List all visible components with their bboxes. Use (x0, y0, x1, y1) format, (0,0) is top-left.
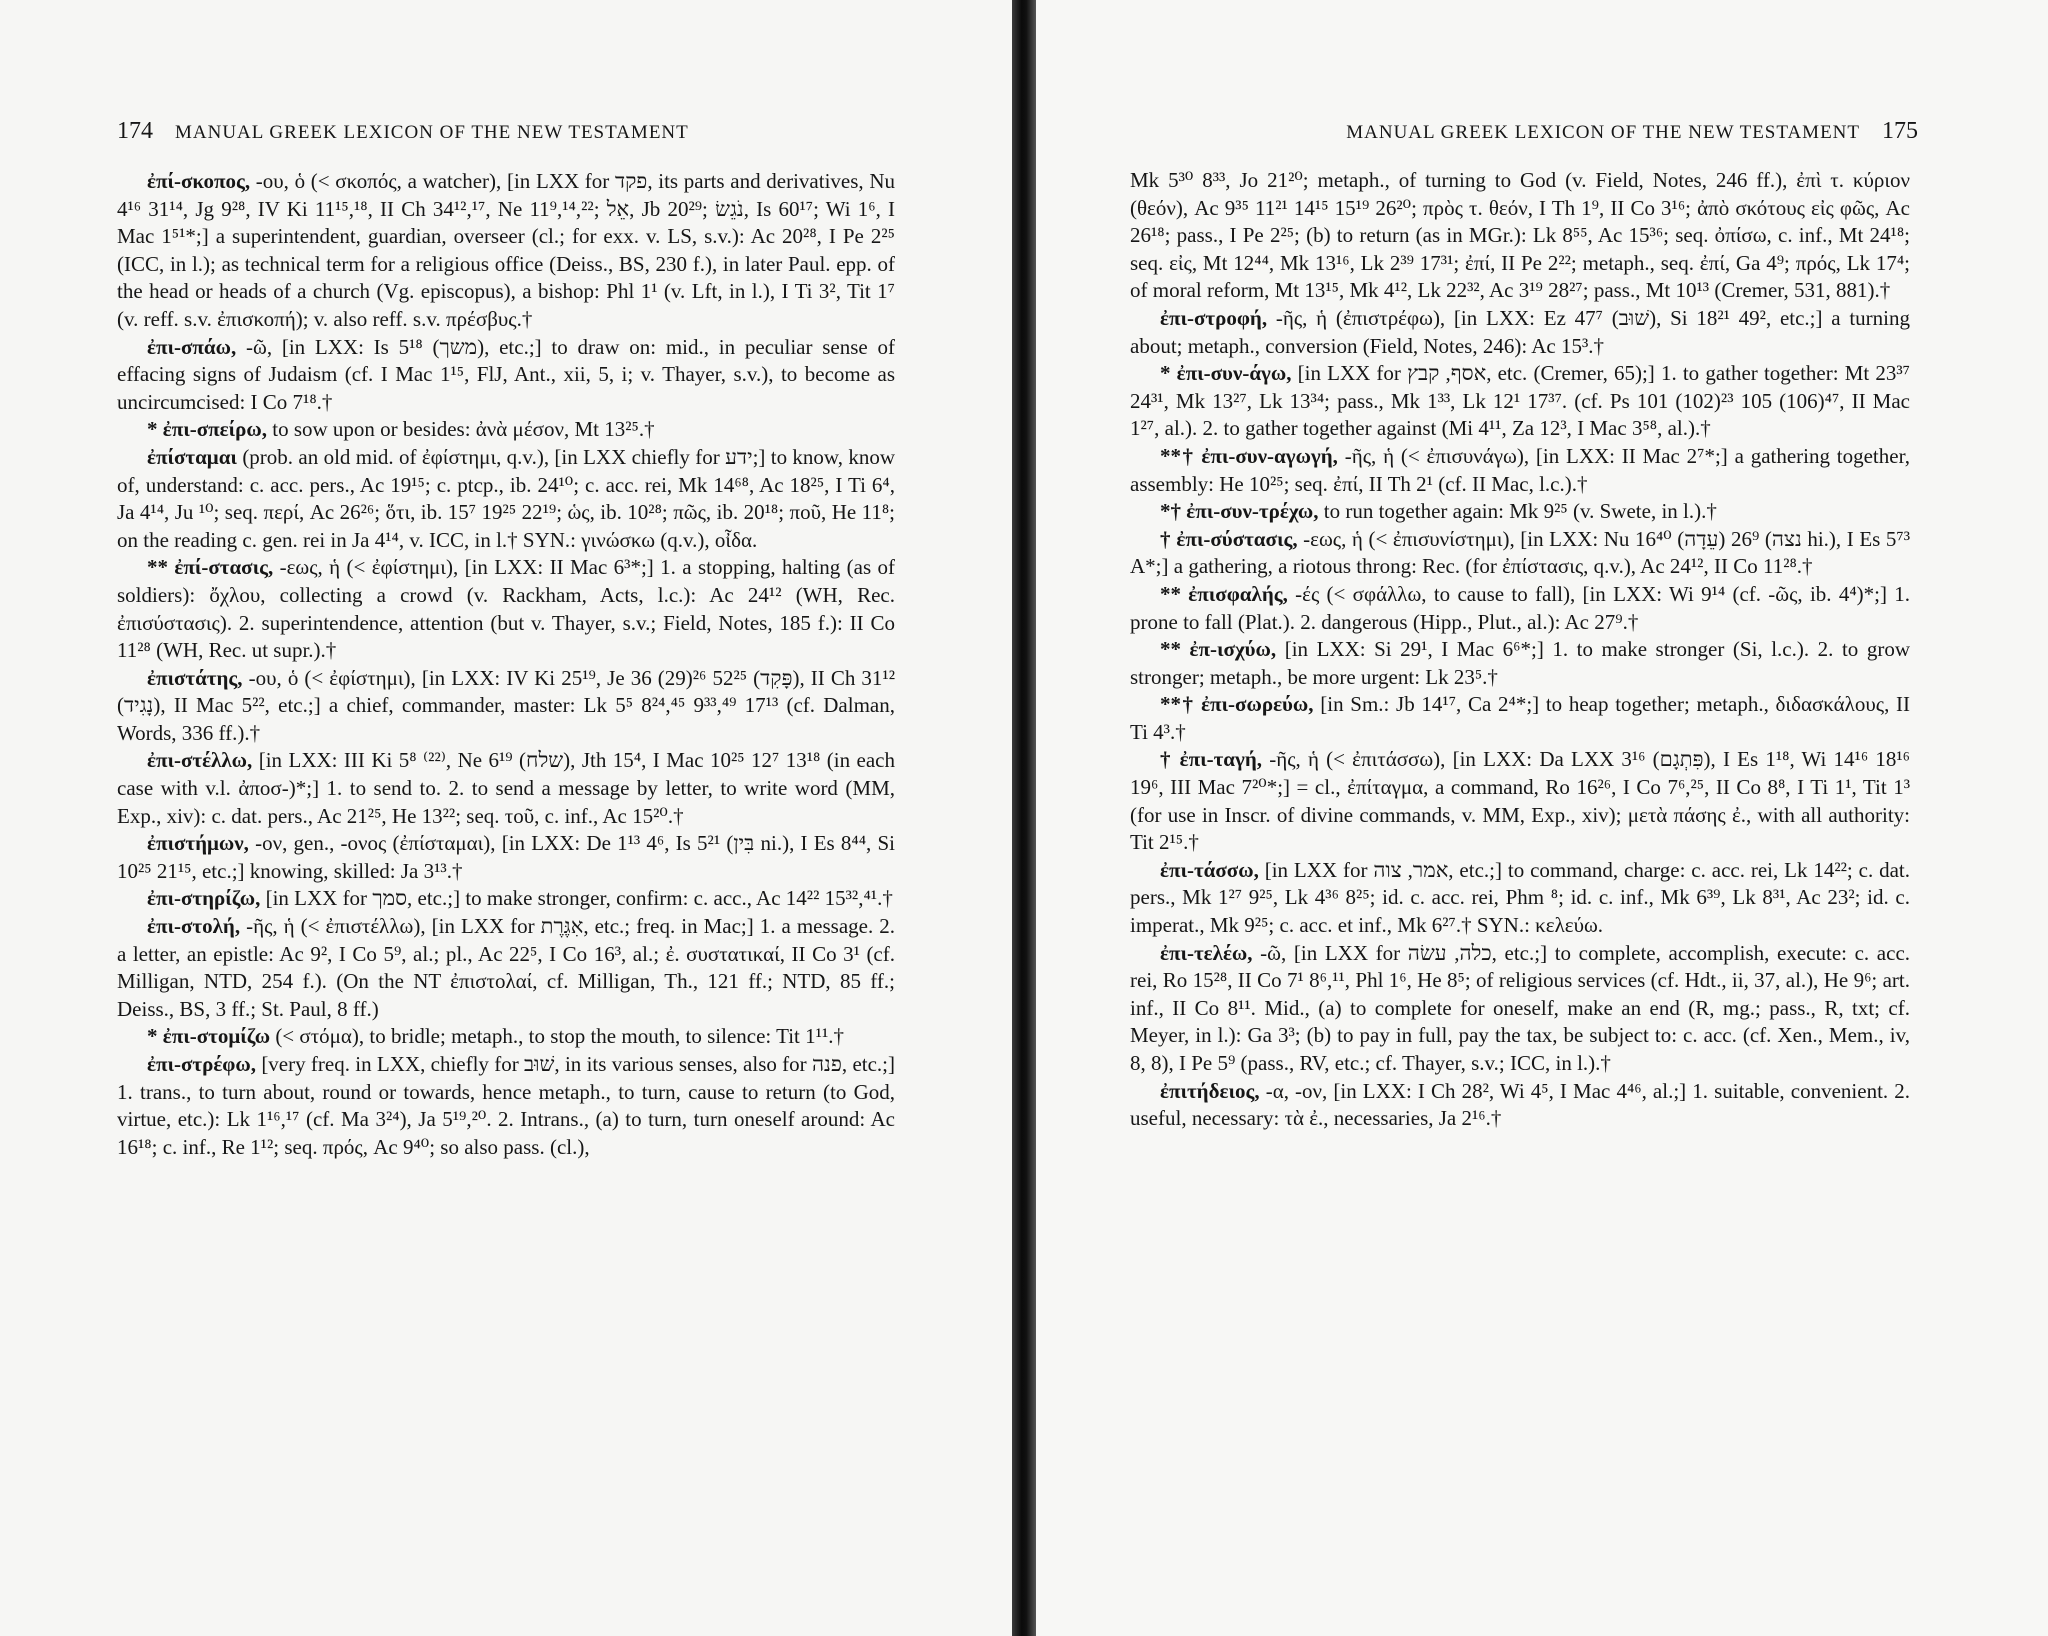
entry-headword: **† ἐπι-συν-αγωγή, (1160, 443, 1338, 468)
entry-headword: ** ἐπί-στασις, (147, 555, 274, 580)
entry-text: (prob. an old mid. of ἐφίστημι, q.v.), [in LXX chiefly for ידע;] to know, know of, understand: c. acc. pers., Ac 19¹⁵; c. ptcp., ib. 24¹⁰; c. acc. rei, Mk 14⁶⁸, Ac 18²⁵, I Ti 6⁴, Ja 4¹⁴, Ju ¹⁰; seq. περί, Ac 26²⁶; ὅτι, ib. 15⁷ 19²⁵ 22¹⁹; ὡς, ib. 10²⁸; πῶς, ib. 20¹⁸; ποῦ, He 11⁸; on the reading c. gen. rei in Ja 4¹⁴, v. ICC, in l.† SYN.: γινώσκω (q.v.), οἶδα. (117, 444, 895, 552)
entry-text: -ῆς, ἡ (< ἐπιστέλλω), [in LXX for אִגֶּרֶת, etc.; freq. in Mac;] 1. a message. 2. a letter, an epistle: Ac 9², I Co 5⁹, al.; pl., Ac 22⁵, I Co 16³, al.; ἐ. συστατικαί, II Co 3¹ (cf. Milligan, NTD, 254 f.). (On the NT ἐπιστολαί, cf. Milligan, Th., 121 ff.; NTD, 85 ff.; Deiss., BS, 3 ff.; St. Paul, 8 ff.) (117, 914, 896, 1021)
lexicon-entry (117, 913, 895, 1023)
entry-text: [in LXX: III Ki 5⁸ ⁽²²⁾, Ne 6¹⁹ (שלח), Jth 15⁴, I Mac 10²⁵ 12⁷ 13¹⁸ (in each case with v.l. ἀποσ-)*;] 1. to send to. 2. to send a message by letter, to write word (MM, Exp., xiv): c. dat. pers., Ac 21²⁵, He 13²²; seq. τοῦ, c. inf., Ac 15²⁰.† (117, 748, 895, 828)
running-head (1346, 118, 1918, 145)
lexicon-entry (1130, 691, 1910, 746)
running-head-title: MANUAL GREEK LEXICON OF THE NEW TESTAMENT (1346, 122, 1860, 143)
lexicon-entry (117, 444, 895, 554)
entry-text: -ῶ, [in LXX for כלה, עשׂה, etc.;] to complete, accomplish, execute: c. acc. rei, Ro 15²⁸, II Co 7¹ 8⁶,¹¹, Phl 1⁶, He 8⁵; of religious services (cf. Hdt., ii, 37, al.), He 9⁶; art. inf., II Co 8¹¹. Mid., (a) to complete for oneself, make an end (R, mg.; pass., R, txt; cf. Meyer, in l.): Ga 3³; (b) to pay in full, pay the tax, be subject to: c. acc. (cf. Xen., Mem., iv, 8, 8), I Pe 5⁹ (pass., RV, etc.; cf. Thayer, s.v.; ICC, in l.).† (1130, 940, 1911, 1075)
entry-headword: ἐπιστήμων, (147, 831, 249, 856)
right-page (1036, 0, 2048, 1636)
lexicon-entry (117, 885, 895, 913)
lexicon-entry (1130, 305, 1910, 360)
entry-headword: * ἐπι-στομίζω (147, 1024, 271, 1049)
entry-text: [in LXX: Si 29¹, I Mac 6⁶*;] 1. to make stronger (Si, l.c.). 2. to grow stronger; metaph., be more urgent: Lk 23⁵.† (1130, 637, 1911, 689)
entry-headword: ἐπι-στολή, (147, 914, 241, 939)
entry-text: -ῆς, ἡ (< ἐπιτάσσω), [in LXX: Da LXX 3¹⁶ (פִּתְגָם), I Es 1¹⁸, Wi 14¹⁶ 18¹⁶ 19⁶, III Mac 7²⁰*;] = cl., ἐπίταγμα, a command, Ro 16²⁶, I Co 7⁶,²⁵, II Co 8⁸, I Ti 1¹, Tit 1³ (for use in Inscr. of divine commands, v. MM, Exp., xiv); μετὰ πάσης ἐ., with all authority: Tit 2¹⁵.† (1130, 747, 1910, 855)
lexicon-entry (1130, 443, 1910, 498)
entry-headword: ἐπι-στέλλω, (147, 748, 253, 773)
entry-headword: ἐπι-στρέφω, (147, 1052, 256, 1076)
lexicon-entry (117, 416, 895, 444)
lexicon-entry (1130, 526, 1910, 581)
entry-headword: ἐπί-σκοπος, (147, 169, 251, 193)
entry-headword: *† ἐπι-συν-τρέχω, (1160, 499, 1319, 524)
entry-headword: † ἐπι-σύστασις, (1160, 526, 1298, 551)
entry-headword: ** ἐπισφαλής, (1160, 581, 1288, 606)
entry-headword: ἐπιτήδειος, (1160, 1078, 1260, 1103)
entry-headword: ἐπιστάτης, (147, 665, 243, 690)
left-page (0, 0, 1012, 1636)
entry-text: -εως, ἡ (< ἐφίστημι), [in LXX: II Mac 6³*;] 1. a stopping, halting (as of soldiers): ὄχλου, collecting a crowd (v. Rackham, Acts, l.c.): Ac 24¹² (WH, Rec. ἐπισύστασις). 2. superintendence, attention (but v. Thayer, s.v.; Field, Notes, 185 f.): II Co 11²⁸ (WH, Rec. ut supr.).† (117, 555, 895, 663)
lexicon-entry (117, 554, 895, 664)
text-column (117, 168, 895, 1161)
entry-headword: **† ἐπι-σωρεύω, (1160, 692, 1314, 717)
entry-text: -ές (< σφάλλω, to cause to fall), [in LXX: Wi 9¹⁴ (cf. -ῶς, ib. 4⁴)*;] 1. prone to fall (Plat.). 2. dangerous (Hipp., Plut., al.): Ac 27⁹.† (1130, 581, 1910, 634)
entry-text: to sow upon or besides: ἀνὰ μέσον, Mt 13²⁵.† (272, 417, 655, 442)
entry-text: [in Sm.: Jb 14¹⁷, Ca 2⁴*;] to heap together; metaph., διδασκάλους, II Ti 4³.† (1130, 692, 1911, 744)
running-head-title: MANUAL GREEK LEXICON OF THE NEW TESTAMENT (175, 122, 689, 143)
lexicon-entry (1130, 940, 1910, 1078)
entry-text: [in LXX for אסף, קבץ, etc. (Cremer, 65);] 1. to gather together: Mt 23³⁷ 24³¹, Mk 13²⁷, Lk 13³⁴; pass., Mk 1³³, Lk 12¹ 17³⁷. (cf. Ps 101 (102)²³ 105 (106)⁴⁷, II Mac 1²⁷, al.). 2. to gather together against (Mi 4¹¹, Za 12³, I Mac 3⁵⁸, al.).† (1130, 361, 1911, 441)
lexicon-entry (1130, 746, 1910, 856)
lexicon-entry (117, 1051, 895, 1161)
entry-headword: ἐπι-τελέω, (1160, 940, 1253, 965)
lexicon-entry (1130, 857, 1910, 940)
entry-headword: ἐπι-τάσσω, (1160, 857, 1259, 882)
running-head (117, 118, 689, 145)
lexicon-entry (117, 168, 895, 334)
entry-headword: ἐπι-σπάω, (147, 334, 237, 359)
lexicon-entry (117, 747, 895, 830)
page-number: 175 (1882, 118, 1918, 144)
text-column (1130, 167, 1910, 1133)
entry-text: (< στόμα), to bridle; metaph., to stop the mouth, to silence: Tit 1¹¹.† (275, 1024, 844, 1049)
continuation-text: Mk 5³⁰ 8³³, Jo 21²⁰; metaph., of turning to God (v. Field, Notes, 246 ff.), ἐπὶ τ. κύριον (θεόν), Ac 9³⁵ 11²¹ 14¹⁵ 15¹⁹ 26²⁰; πρὸς τ. θεόν, I Th 1⁹, II Co 3¹⁶; ἀπὸ σκότους εἰς φῶς, Ac 26¹⁸; pass., I Pe 2²⁵; (b) to return (as in MGr.): Lk 8⁵⁵, Ac 15³⁶; seq. ὀπίσω, c. inf., Mt 24¹⁸; seq. εἰς, Mt 12⁴⁴, Mk 13¹⁶, Lk 2³⁹ 17³¹; ἐπί, II Pe 2²²; metaph., seq. ἐπί, Ga 4⁹; πρός, Lk 17⁴; of moral reform, Mt 13¹⁵, Mk 4¹², Lk 22³², Ac 3¹⁹ 28²⁷; pass., Mt 10¹³ (Cremer, 531, 881).† (1130, 168, 1910, 303)
entry-text: [very freq. in LXX, chiefly for שׁוּב, in its various senses, also for פנה, etc.;] 1. trans., to turn about, round or towards, hence metaph., to turn, cause to return (to God, virtue, etc.): Lk 1¹⁶,¹⁷ (cf. Ma 3²⁴), Ja 5¹⁹,²⁰. 2. Intrans., (a) to turn, turn oneself around: Ac 16¹⁸; c. inf., Re 1¹²; seq. πρός, Ac 9⁴⁰; so also pass. (cl.), (117, 1052, 895, 1159)
lexicon-entry (1130, 1078, 1910, 1133)
entry-text: -ου, ὁ (< σκοπός, a watcher), [in LXX for פקד, its parts and derivatives, Nu 4¹⁶ 31¹⁴, Jg 9²⁸, IV Ki 11¹⁵,¹⁸, II Ch 34¹²,¹⁷, Ne 11⁹,¹⁴,²²; אֵל, Jb 20²⁹; נֹגֵשׂ, Is 60¹⁷; Wi 1⁶, I Mac 1⁵¹*;] a superintendent, guardian, overseer (cl.; for exx. v. LS, s.v.): Ac 20²⁸, I Pe 2²⁵ (ICC, in l.); as technical term for a religious office (Deiss., BS, 230 f.), in later Paul. epp. of the head or heads of a church (Vg. episcopus), a bishop: Phl 1¹ (v. Lft, in l.), I Ti 3², Tit 1⁷ (v. reff. s.v. ἐπισκοπή); v. also reff. s.v. πρέσβυς.† (117, 169, 895, 331)
entry-headword: ἐπι-στηρίζω, (147, 886, 261, 911)
lexicon-entry (1130, 581, 1910, 636)
lexicon-entry (1130, 498, 1910, 526)
entry-headword: ἐπίσταμαι (147, 444, 237, 469)
lexicon-entry (1130, 636, 1910, 691)
entry-text: -ῆς, ἡ (ἐπιστρέφω), [in LXX: Ez 47⁷ (שׁוּב), Si 18²¹ 49², etc.;] a turning about; metaph., conversion (Field, Notes, 246): Ac 15³.† (1130, 305, 1910, 358)
lexicon-entry (117, 334, 895, 417)
entry-headword: * ἐπι-συν-άγω, (1160, 361, 1292, 386)
book-gutter (1012, 0, 1036, 1636)
lexicon-entry (1130, 360, 1910, 443)
entry-text: to run together again: Mk 9²⁵ (v. Swete, in l.).† (1323, 499, 1717, 524)
entry-text: [in LXX for סמך, etc.;] to make stronger, confirm: c. acc., Ac 14²² 15³²,⁴¹.† (265, 886, 893, 911)
entry-text: -ον, gen., -ονος (ἐπίσταμαι), [in LXX: De 1¹³ 4⁶, Is 5²¹ (בִּין ni.), I Es 8⁴⁴, Si 10²⁵ 21¹⁵, etc.;] knowing, skilled: Ja 3¹³.† (117, 831, 895, 883)
entry-text: -α, -ον, [in LXX: I Ch 28², Wi 4⁵, I Mac 4⁴⁶, al.;] 1. suitable, convenient. 2. useful, necessary: τὰ ἐ., necessaries, Ja 2¹⁶.† (1130, 1078, 1911, 1131)
entry-headword: ἐπι-στροφή, (1160, 305, 1268, 330)
lexicon-entry (117, 1023, 895, 1051)
entry-text: -ῆς, ἡ (< ἐπισυνάγω), [in LXX: II Mac 2⁷*;] a gathering together, assembly: He 10²⁵; seq. ἐπί, II Th 2¹ (cf. II Mac, l.c.).† (1130, 443, 1910, 496)
entry-text: -ου, ὁ (< ἐφίστημι), [in LXX: IV Ki 25¹⁹, Je 36 (29)²⁶ 52²⁵ (פָּקִד), II Ch 31¹² (נָגִיד), II Mac 5²², etc.;] a chief, commander, master: Lk 5⁵ 8²⁴,⁴⁵ 9³³,⁴⁹ 17¹³ (cf. Dalman, Words, 336 ff.).† (117, 665, 896, 745)
entry-text: -εως, ἡ (< ἐπισυνίστημι), [in LXX: Nu 16⁴⁰ (עֵדָה) 26⁹ (נצה hi.), I Es 5⁷³ A*;] a gathering, a riotous throng: Rec. (for ἐπίστασις, q.v.), Ac 24¹², II Co 11²⁸.† (1130, 526, 1911, 579)
lexicon-entry (117, 665, 895, 748)
entry-headword: * ἐπι-σπείρω, (147, 417, 267, 442)
entry-text: -ῶ, [in LXX: Is 5¹⁸ (משך), etc.;] to draw on: mid., in peculiar sense of effacing signs of Judaism (cf. I Mac 1¹⁵, FlJ, Ant., xii, 5, i; v. Thayer, s.v.), to become as uncircumcised: I Co 7¹⁸.† (117, 334, 895, 414)
entry-headword: † ἐπι-ταγή, (1160, 747, 1263, 772)
entry-headword: ** ἐπ-ισχύω, (1160, 637, 1277, 662)
page-number: 174 (117, 118, 153, 144)
entry-text: [in LXX for אמר, צוה, etc.;] to command, charge: c. acc. rei, Lk 14²²; c. dat. pers., Mk 1²⁷ 9²⁵, Lk 4³⁶ 8²⁵; id. c. acc. rei, Phm ⁸; id. c. inf., Mk 6³⁹, Lk 8³¹, Ac 23²; id. c. imperat., Mk 9²⁵; c. acc. et inf., Mk 6²⁷.† SYN.: κελεύω. (1130, 857, 1910, 938)
lexicon-entry (117, 830, 895, 885)
